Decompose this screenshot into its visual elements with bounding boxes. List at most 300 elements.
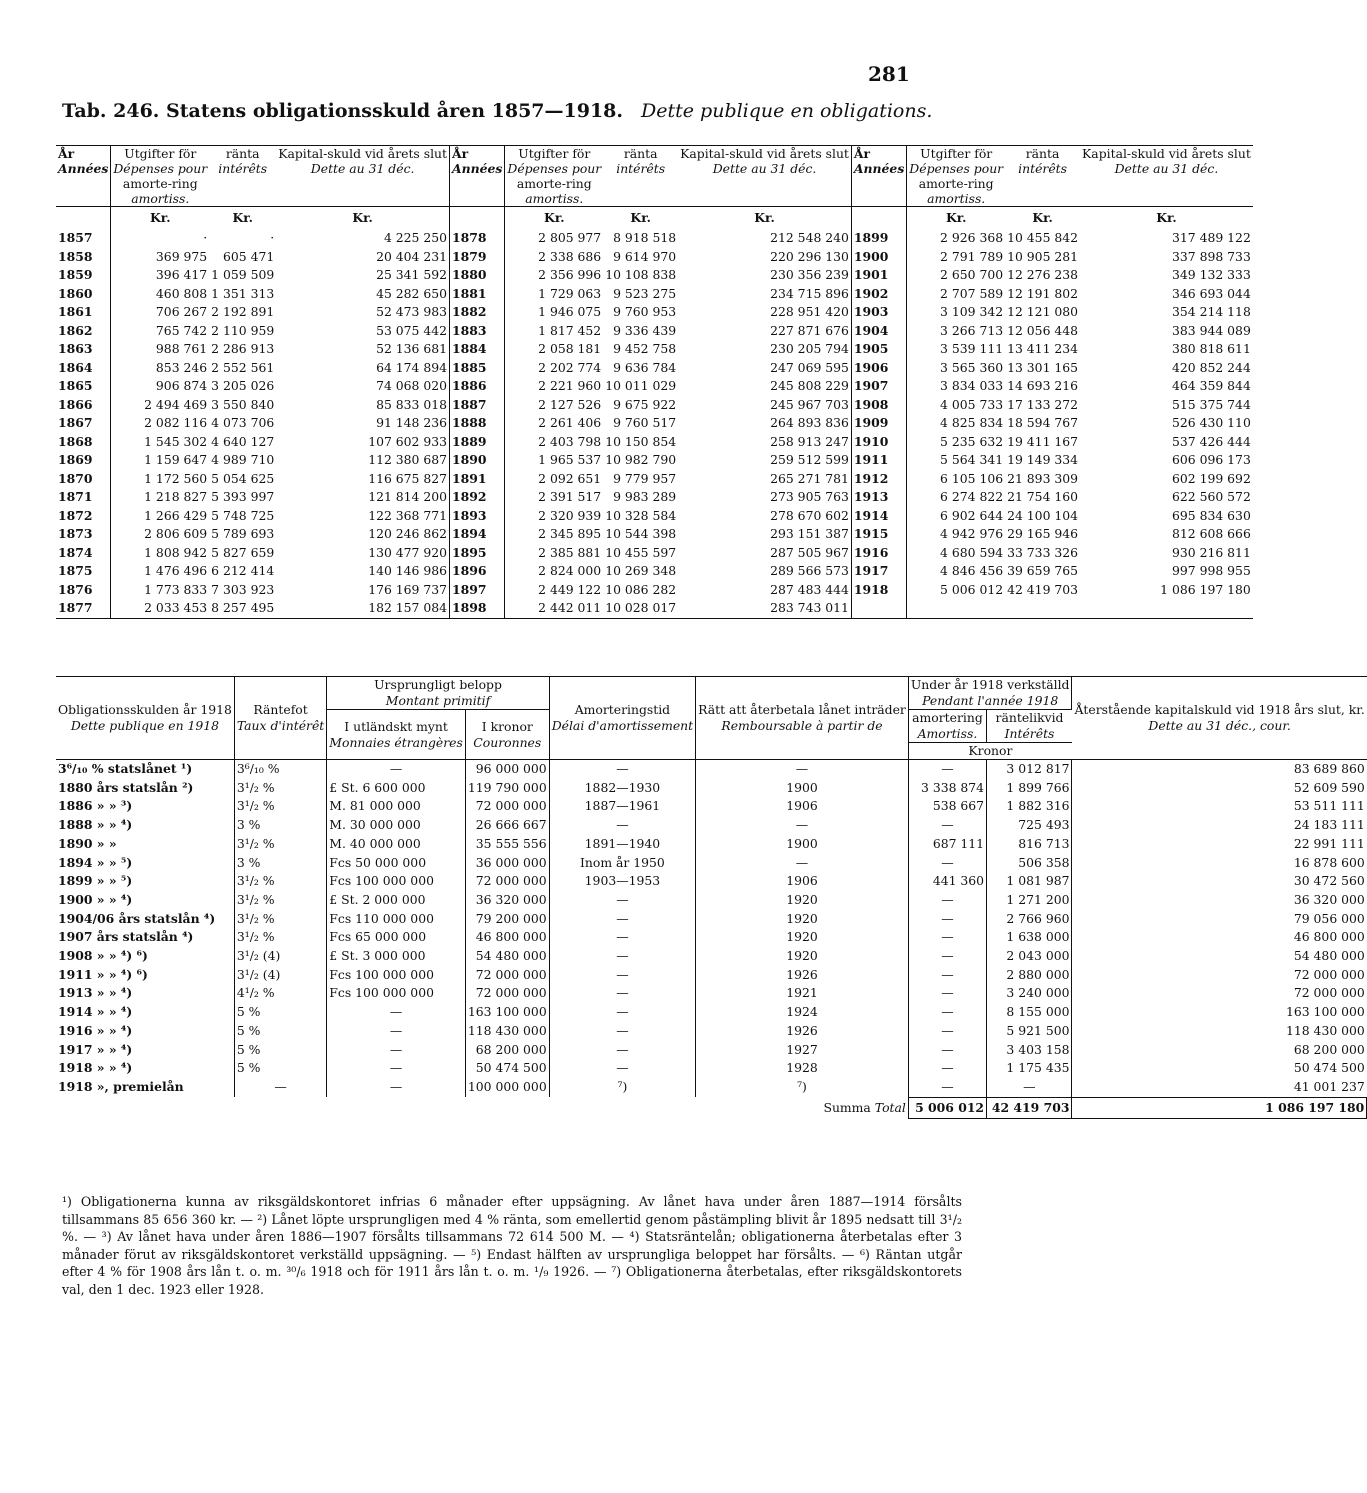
header-amortering-part: Amortiss. <box>917 726 978 741</box>
header-interest-part: räntelikvid <box>995 710 1064 725</box>
value-cell: 30 472 560 <box>1293 873 1365 889</box>
value-cell: 9 779 957 <box>613 470 677 486</box>
value-cell: 2 110 959 <box>211 322 275 338</box>
year-cell: 1865 <box>56 377 111 396</box>
value-cell: Fcs 100 000 000 <box>327 966 466 985</box>
header-amort-label: amorte-ring <box>516 176 592 191</box>
header-rate-part: Räntefot <box>253 702 308 717</box>
summa-text: Summa <box>823 1099 875 1115</box>
year-cell: 1907 <box>851 377 906 396</box>
value-cell: 2 345 895 <box>538 526 602 541</box>
table-row <box>56 891 1367 910</box>
value-cell: 2 286 913 <box>211 341 275 356</box>
value-cell: 112 380 687 <box>276 451 449 470</box>
value-cell: 79 056 000 <box>1293 910 1365 926</box>
footnotes: ¹) Obligationerna kunna av riksgäldskontoret infrias 6 månader efter uppsägning. Av lånet hava under åren 1887—1914 försålts tillsammans 85 656 360 kr. — ²) Lånet löpte ursprungligen med 4 % ränta, som emellertid genom påstämpling blivit år 1895 nedsatt till 3¹/₂ %. — ³) Av lånet hava under åren 1886—1907 försålts tillsammans 72 614 500 M. — ⁴) Statsräntelån; obligationerna återbetalas efter 3 månader förut av riksgäldskontoret verkställd uppsägning. — ⁵) Endast hälften av ursprungliga beloppet har försålts. — ⁶) Räntan utgår efter 4 % för 1908 års lån t. o. m. ³⁰/₆ 1918 och för 1911 års lån t. o. m. ¹/₉ 1926. — ⁷) Obligationerna återbetalas, efter riksgäldskontorets val, den 1 dec. 1923 eller 1928. <box>62 1194 962 1297</box>
header-during-part: Pendant l'année 1918 <box>922 693 1059 708</box>
value-cell: 10 905 281 <box>1007 248 1079 264</box>
value-cell: ⁷) <box>549 1078 695 1097</box>
value-cell: 3 565 360 <box>940 359 1004 375</box>
header-row-1 <box>56 677 1367 710</box>
value-cell: — <box>908 1041 986 1060</box>
value-cell: 29 165 946 <box>1007 526 1079 541</box>
value-cell: 3 338 874 <box>908 779 986 798</box>
value-cell: 119 790 000 <box>465 779 549 798</box>
value-cell: 1900 » » ⁴) <box>56 891 234 910</box>
value-cell: 96 000 000 <box>465 760 549 779</box>
value-cell: 1880 års statslån ²) <box>56 779 234 798</box>
value-cell: 24 183 111 <box>1293 817 1365 833</box>
value-cell: 441 360 <box>908 872 986 891</box>
value-cell: 287 505 967 <box>678 544 851 563</box>
value-cell: 3¹/₂ % <box>234 910 326 929</box>
value-cell: 5 % <box>234 1022 326 1041</box>
value-cell: 537 426 444 <box>1172 433 1251 449</box>
value-cell: 68 200 000 <box>465 1041 549 1060</box>
header-amort-period-part: Délai d'amortissement <box>551 718 694 733</box>
value-cell: 1 218 827 <box>144 489 208 504</box>
year-cell: 1860 <box>56 285 111 304</box>
value-cell <box>907 599 1005 618</box>
header-recall-part: Rätt att återbetala lånet inträder <box>698 702 906 717</box>
value-cell: 1891—1940 <box>549 835 695 854</box>
table-row <box>56 303 1253 322</box>
value-cell: 2 650 700 <box>940 267 1004 282</box>
value-cell: — <box>908 928 986 947</box>
value-cell: 10 982 790 <box>605 452 677 467</box>
value-cell: 765 742 <box>155 322 208 338</box>
header-capital-label: Kapital-skuld vid årets slut <box>680 146 849 161</box>
value-cell: 107 602 933 <box>276 433 449 452</box>
value-cell: 10 455 597 <box>605 544 677 560</box>
year-cell: 1875 <box>56 562 111 581</box>
value-cell: 1 638 000 <box>987 928 1072 947</box>
value-cell: 4 846 456 <box>940 563 1004 578</box>
year-cell: 1911 <box>851 451 906 470</box>
value-cell: 2 403 798 <box>538 433 602 449</box>
year-cell: 1889 <box>450 433 505 452</box>
table-row <box>56 340 1253 359</box>
value-cell <box>1080 599 1253 618</box>
header-year-fr: Années <box>853 161 905 176</box>
table-row <box>56 1003 1367 1022</box>
value-cell: 5 054 625 <box>211 470 275 486</box>
value-cell: 396 417 <box>155 267 208 282</box>
value-cell: 293 151 387 <box>678 525 851 544</box>
header-capital-fr: Dette au 31 déc. <box>1114 161 1219 176</box>
header-rate <box>234 677 326 760</box>
year-cell: 1881 <box>450 285 505 304</box>
unit-label: Kr. <box>630 210 651 225</box>
year-cell: 1874 <box>56 544 111 563</box>
value-cell: — <box>327 1022 466 1041</box>
year-cell: 1887 <box>450 396 505 415</box>
value-cell: 245 808 229 <box>678 377 851 396</box>
value-cell: 39 659 765 <box>1007 563 1079 578</box>
value-cell: 10 269 348 <box>605 563 677 578</box>
table-row <box>56 760 1367 779</box>
table-row <box>56 470 1253 489</box>
debt-history-table <box>56 145 1253 619</box>
value-cell: 10 028 017 <box>605 600 677 615</box>
value-cell: 3⁶/₁₀ % statslånet ¹) <box>56 760 234 779</box>
value-cell: — <box>549 1059 695 1078</box>
value-cell: 1920 <box>696 910 909 929</box>
year-cell: 1898 <box>450 599 505 618</box>
table-row <box>56 835 1367 854</box>
year-cell: 1859 <box>56 266 111 285</box>
value-cell: — <box>908 947 986 966</box>
year-cell: 1862 <box>56 322 111 341</box>
value-cell <box>1005 599 1080 618</box>
value-cell: 234 715 896 <box>678 285 851 304</box>
value-cell: 383 944 089 <box>1172 322 1251 338</box>
value-cell: 247 069 595 <box>678 359 851 378</box>
table-row <box>56 872 1367 891</box>
header-during-part: Under år 1918 verkställd <box>910 677 1070 692</box>
value-cell: 2 338 686 <box>538 248 602 264</box>
header-amort-fr: amortiss. <box>131 191 190 206</box>
header-amort-fr: amortiss. <box>525 191 584 206</box>
value-cell: 3⁶/₁₀ % <box>234 760 326 779</box>
value-cell: £ St. 3 000 000 <box>327 947 466 966</box>
value-cell: 33 733 326 <box>1007 544 1079 560</box>
table-row <box>56 488 1253 507</box>
value-cell: 12 056 448 <box>1007 322 1079 338</box>
header-ranta-fr: intérêts <box>616 161 666 176</box>
value-cell: 130 477 920 <box>276 544 449 563</box>
table-row <box>56 1041 1367 1060</box>
header-remaining <box>1072 677 1367 760</box>
header-loan <box>56 677 234 760</box>
value-cell: 1904/06 års statslån ⁴) <box>56 910 234 929</box>
value-cell: Inom år 1950 <box>549 854 695 873</box>
value-cell: 8 257 495 <box>211 600 275 615</box>
unit-label: Kr. <box>678 207 851 230</box>
year-cell: 1857 <box>56 229 111 248</box>
header-remaining-part: Återstående kapitalskuld vid 1918 års slut, kr. <box>1074 702 1365 717</box>
value-cell: — <box>549 1041 695 1060</box>
value-cell: — <box>549 891 695 910</box>
value-cell: 18 594 767 <box>1007 415 1079 430</box>
value-cell: 54 480 000 <box>1293 948 1365 964</box>
header-year-fr: Années <box>452 161 503 176</box>
value-cell: 52 136 681 <box>276 340 449 359</box>
value-cell: 1903—1953 <box>549 872 695 891</box>
table-row <box>56 581 1253 600</box>
value-cell: 1 059 509 <box>211 267 275 282</box>
value-cell: 6 274 822 <box>940 489 1004 504</box>
value-cell: 228 951 420 <box>678 303 851 322</box>
header-amort-label: amorte-ring <box>918 176 994 191</box>
value-cell: 816 713 <box>987 835 1072 854</box>
header-ranta <box>209 146 276 207</box>
value-cell: 1907 års statslån ⁴) <box>56 928 234 947</box>
year-cell: 1869 <box>56 451 111 470</box>
value-cell: 36 320 000 <box>1293 891 1365 907</box>
value-cell: 25 341 592 <box>276 266 449 285</box>
value-cell: 1918 », premielån <box>56 1078 234 1097</box>
value-cell: 2 805 977 <box>538 230 602 245</box>
value-cell: 1890 » » <box>56 835 234 854</box>
unit-blank <box>56 207 111 230</box>
value-cell: 622 560 572 <box>1172 489 1251 504</box>
value-cell: 1 545 302 <box>144 433 208 449</box>
table-row <box>56 266 1253 285</box>
value-cell: 606 096 173 <box>1172 452 1251 467</box>
year-cell: 1908 <box>851 396 906 415</box>
value-cell: 2 385 881 <box>538 544 602 560</box>
value-cell: 7 303 923 <box>211 581 275 597</box>
value-cell: 695 834 630 <box>1172 507 1251 523</box>
summa-row <box>56 1097 1367 1118</box>
year-cell: 1873 <box>56 525 111 544</box>
value-cell: 52 609 590 <box>1293 779 1365 795</box>
value-cell: — <box>234 1078 326 1097</box>
value-cell: 1908 » » ⁴) ⁶) <box>56 947 234 966</box>
value-cell: 9 636 784 <box>613 359 677 375</box>
value-cell: ⁷) <box>696 1078 909 1097</box>
value-cell: — <box>549 1022 695 1041</box>
value-cell: — <box>908 1003 986 1022</box>
value-cell: 283 743 011 <box>678 599 851 618</box>
value-cell: — <box>549 984 695 1003</box>
header-expenses-fr: Dépenses pour <box>113 161 208 176</box>
year-cell: 1891 <box>450 470 505 489</box>
year-cell: 1902 <box>851 285 906 304</box>
value-cell: 35 555 556 <box>465 835 549 854</box>
value-cell: 3 240 000 <box>987 984 1072 1003</box>
value-cell: 988 761 <box>155 341 208 356</box>
table-row <box>56 984 1367 1003</box>
value-cell: 3¹/₂ % <box>234 835 326 854</box>
header-expenses: Utgifter för <box>518 146 591 161</box>
value-cell: 4 640 127 <box>211 433 275 449</box>
year-cell: 1899 <box>851 229 906 248</box>
year-cell: 1894 <box>450 525 505 544</box>
value-cell: 3¹/₂ % <box>234 779 326 798</box>
value-cell: 2 082 116 <box>144 415 208 430</box>
value-cell: — <box>908 891 986 910</box>
value-cell: 3 012 817 <box>987 760 1072 779</box>
summa-amort: 5 006 012 <box>908 1097 986 1118</box>
header-amort <box>907 146 1005 207</box>
year-cell: 1918 <box>851 581 906 600</box>
value-cell: Fcs 50 000 000 <box>327 854 466 873</box>
year-cell: 1870 <box>56 470 111 489</box>
value-cell: 20 404 231 <box>276 248 449 267</box>
value-cell: 337 898 733 <box>1172 248 1251 264</box>
header-foreign <box>327 710 466 760</box>
header-ranta-fr: intérêts <box>1018 161 1067 176</box>
value-cell: 83 689 860 <box>1293 761 1365 776</box>
value-cell: 2 043 000 <box>987 947 1072 966</box>
year-cell: 1910 <box>851 433 906 452</box>
year-cell: 1890 <box>450 451 505 470</box>
value-cell: 1 899 766 <box>987 779 1072 798</box>
value-cell: — <box>908 854 986 873</box>
value-cell: 4 989 710 <box>211 452 275 467</box>
unit-blank <box>450 207 505 230</box>
value-cell: 2 880 000 <box>987 966 1072 985</box>
header-amort <box>111 146 209 207</box>
value-cell: 3 % <box>234 816 326 835</box>
value-cell: 1900 <box>696 779 909 798</box>
header-recall <box>696 677 909 760</box>
value-cell: 245 967 703 <box>678 396 851 415</box>
value-cell: 2 707 589 <box>940 285 1004 301</box>
value-cell: 2 926 368 <box>940 230 1004 245</box>
value-cell: 24 100 104 <box>1007 507 1079 523</box>
value-cell: 10 150 854 <box>605 433 677 449</box>
value-cell: 212 548 240 <box>678 229 851 248</box>
header-ranta-label: ränta <box>623 146 658 161</box>
header-kronor-unit: Kronor <box>908 743 1072 760</box>
header-amort-label: amorte-ring <box>122 176 198 191</box>
value-cell: 72 000 000 <box>465 872 549 891</box>
value-cell: — <box>327 1041 466 1060</box>
value-cell: 2 320 939 <box>538 507 602 523</box>
value-cell: 317 489 122 <box>1172 230 1251 245</box>
value-cell: 45 282 650 <box>276 285 449 304</box>
value-cell: 2 127 526 <box>538 396 602 412</box>
value-cell: 273 905 763 <box>678 488 851 507</box>
value-cell: 230 205 794 <box>678 340 851 359</box>
year-cell: 1888 <box>450 414 505 433</box>
value-cell: — <box>987 1078 1072 1097</box>
year-cell: 1882 <box>450 303 505 322</box>
table-row <box>56 1022 1367 1041</box>
value-cell: 176 169 737 <box>276 581 449 600</box>
value-cell: 1 773 833 <box>144 581 208 597</box>
value-cell: £ St. 6 600 000 <box>327 779 466 798</box>
header-year-label: År <box>452 146 469 161</box>
value-cell: 1926 <box>696 966 909 985</box>
value-cell: 140 146 986 <box>276 562 449 581</box>
value-cell: 3¹/₂ (4) <box>234 966 326 985</box>
value-cell: 9 760 517 <box>613 415 677 430</box>
value-cell: 41 001 237 <box>1293 1078 1365 1094</box>
value-cell: 5 393 997 <box>211 489 275 504</box>
year-cell: 1861 <box>56 303 111 322</box>
header-row <box>56 146 1253 207</box>
value-cell: 2 766 960 <box>987 910 1072 929</box>
value-cell: 1918 » » ⁴) <box>56 1059 234 1078</box>
value-cell: 19 411 167 <box>1007 433 1079 449</box>
table-row <box>56 599 1253 618</box>
header-foreign-part: Monnaies étrangères <box>329 734 463 750</box>
value-cell: 4 005 733 <box>940 396 1004 412</box>
value-cell: 5 % <box>234 1041 326 1060</box>
value-cell: 3¹/₂ % <box>234 872 326 891</box>
header-year-fr: Années <box>58 161 109 176</box>
value-cell: 10 328 584 <box>605 507 677 523</box>
value-cell: 3 834 033 <box>940 378 1004 393</box>
header-loan-part: Dette publique en 1918 <box>70 718 220 733</box>
value-cell: 1917 » » ⁴) <box>56 1041 234 1060</box>
header-expenses-fr: Dépenses pour <box>507 161 602 176</box>
value-cell: 1921 <box>696 984 909 1003</box>
table-row <box>56 396 1253 415</box>
value-cell: 2 033 453 <box>144 600 208 615</box>
year-cell: 1892 <box>450 488 505 507</box>
header-expenses: Utgifter för <box>920 146 993 161</box>
value-cell: 9 760 953 <box>613 304 677 319</box>
year-cell: 1903 <box>851 303 906 322</box>
value-cell: 1 175 435 <box>987 1059 1072 1078</box>
year-cell <box>851 599 906 618</box>
value-cell: 3¹/₂ % <box>234 891 326 910</box>
value-cell: 12 191 802 <box>1007 285 1079 301</box>
value-cell: 53 075 442 <box>276 322 449 341</box>
unit-blank <box>851 207 906 230</box>
table-row <box>56 779 1367 798</box>
table-row <box>56 947 1367 966</box>
summa-text-fr: Total <box>874 1099 906 1115</box>
header-loan-part: Obligationsskulden år 1918 <box>58 702 232 717</box>
value-cell: 930 216 811 <box>1172 544 1251 560</box>
value-cell: 220 296 130 <box>678 248 851 267</box>
year-cell: 1897 <box>450 581 505 600</box>
header-kronor-part: Couronnes <box>473 734 542 750</box>
value-cell: 5 748 725 <box>211 507 275 523</box>
header-kronor-part: I kronor <box>481 718 533 734</box>
header-amortering <box>908 710 986 743</box>
value-cell: — <box>327 760 466 779</box>
table-row <box>56 854 1367 873</box>
header-year-label: År <box>58 146 75 161</box>
header-rate-part: Taux d'intérêt <box>236 718 325 733</box>
header-original <box>327 677 549 710</box>
header-interest <box>987 710 1072 743</box>
value-cell: 4¹/₂ % <box>234 984 326 1003</box>
title-french: Dette publique en obligations. <box>641 100 933 122</box>
value-cell: 1920 <box>696 928 909 947</box>
year-cell: 1880 <box>450 266 505 285</box>
value-cell: — <box>908 1022 986 1041</box>
year-cell: 1906 <box>851 359 906 378</box>
value-cell: 9 983 289 <box>613 489 677 504</box>
value-cell: — <box>908 910 986 929</box>
value-cell: 997 998 955 <box>1172 563 1251 578</box>
table-row <box>56 797 1367 816</box>
value-cell: 1913 » » ⁴) <box>56 984 234 1003</box>
value-cell: · <box>270 230 275 245</box>
year-cell: 1871 <box>56 488 111 507</box>
value-cell: 6 902 644 <box>940 507 1004 523</box>
value-cell: 21 754 160 <box>1007 489 1079 504</box>
year-cell: 1896 <box>450 562 505 581</box>
value-cell: 42 419 703 <box>1007 581 1079 597</box>
header-ranta-label: ränta <box>1025 146 1060 161</box>
value-cell: 9 675 922 <box>613 396 677 412</box>
header-ranta-label: ränta <box>225 146 260 161</box>
value-cell: 1888 » » ⁴) <box>56 816 234 835</box>
header-capital <box>276 146 449 207</box>
unit-label: Kr. <box>544 210 565 225</box>
year-cell: 1876 <box>56 581 111 600</box>
value-cell: 230 356 239 <box>678 266 851 285</box>
value-cell: 74 068 020 <box>276 377 449 396</box>
unit-label: Kr. <box>150 210 171 225</box>
value-cell: — <box>696 854 909 873</box>
value-cell: 118 430 000 <box>465 1022 549 1041</box>
value-cell: 1900 <box>696 835 909 854</box>
value-cell: 46 800 000 <box>1293 929 1365 945</box>
header-amort-period <box>549 677 695 760</box>
value-cell: 10 455 842 <box>1007 230 1079 245</box>
value-cell: M. 81 000 000 <box>327 797 466 816</box>
